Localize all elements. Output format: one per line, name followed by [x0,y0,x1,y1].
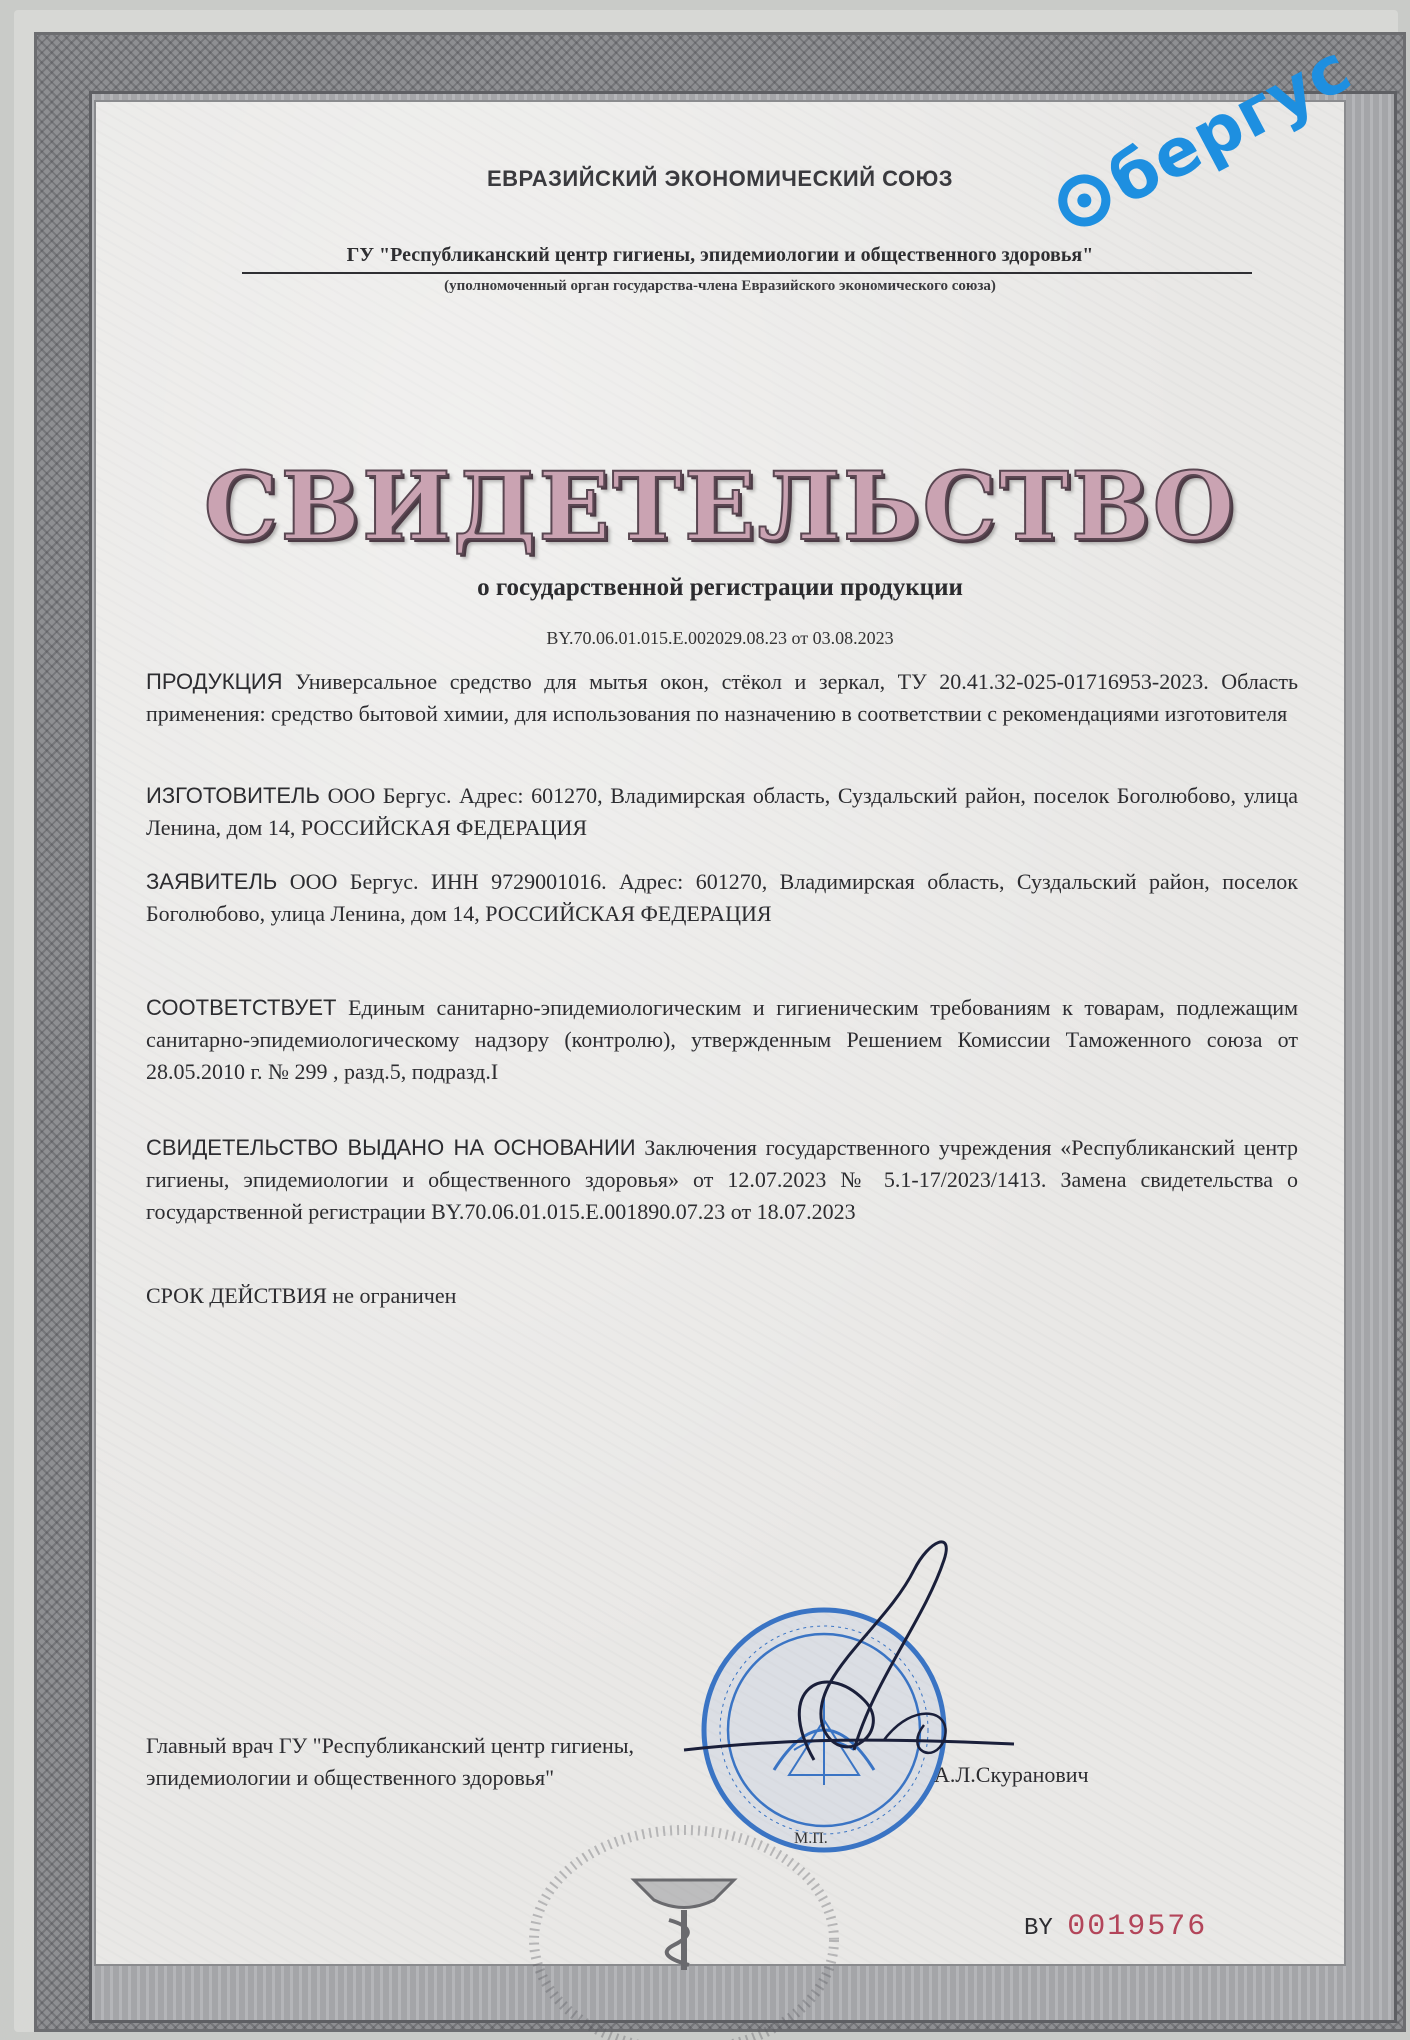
section-manufacturer [146,780,1298,844]
section-text: ООО Бергус. ИНН 9729001016. Адрес: 601270, Владимирская область, Суздальский район, поселок Боголюбово, улица Ленина, дом 14, РОССИЙСКАЯ ФЕДЕРАЦИЯ [146,869,1298,926]
certificate-subtitle: о государственной регистрации продукции [477,574,963,601]
section-product [146,666,1298,730]
section-complies [146,992,1298,1088]
document-sheet [14,10,1398,2032]
registration-number: BY.70.06.01.015.E.002029.08.23 от 03.08.2023 [546,628,894,648]
union-heading: ЕВРАЗИЙСКИЙ ЭКОНОМИЧЕСКИЙ СОЮЗ [486,166,954,191]
signature-icon [654,1510,1074,1790]
signer-position: Главный врач ГУ "Республиканский центр гигиены, эпидемиологии и общественного здоровья" [146,1733,635,1790]
section-validity [146,1280,1298,1312]
organization-note: (уполномоченный орган государства-члена Евразийского экономического союза) [444,278,996,294]
section-applicant [146,866,1298,930]
certificate-title: СВИДЕТЕЛЬСТВО [203,452,1237,562]
section-text: не ограничен [332,1283,457,1308]
section-basis [146,1132,1298,1228]
serial-digits: 0019576 [1067,1910,1208,1944]
section-label: ПРОДУКЦИЯ [146,669,283,694]
brand-name: бергус [1096,29,1364,220]
section-text: Заключения государственного учреждения «Республиканский центр гигиены, эпидемиологии и общественного здоровья» от 12.07.2023 № 5.1-17/2023/1413. Замена свидетельства о государственной регистрации BY.70.06.01.015.E.001890.07.23 от 18.07.2023 [146,1135,1299,1224]
section-text: Единым санитарно-эпидемиологическим и гигиеническим требованиям к товарам, подлежащим санитарно-эпидемиологическому надзору (контролю), утвержденным Решением Комиссии Таможенного союза от 28.05.2010 г. № 299 , разд.5, подразд.I [146,995,1298,1084]
section-label: СРОК ДЕЙСТВИЯ [146,1283,327,1308]
section-text: ООО Бергус. Адрес: 601270, Владимирская область, Суздальский район, поселок Боголюбово, улица Ленина, дом 14, РОССИЙСКАЯ ФЕДЕРАЦИЯ [146,783,1299,840]
stamp-label: М.П. [794,1830,828,1847]
section-label: ИЗГОТОВИТЕЛЬ [146,783,320,808]
issuing-organization: ГУ "Республиканский центр гигиены, эпидемиологии и общественного здоровья" [346,244,1094,266]
section-label: ЗАЯВИТЕЛЬ [146,869,278,894]
certificate-paper [94,29,1364,1966]
section-text: Универсальное средство для мытья окон, стёкол и зеркал, ТУ 20.41.32-025-01716953-2023. Область применения: средство бытовой химии, для использования по назначению в соответствии с рекомендациями изготовителя [146,669,1298,726]
serial-prefix: BY [1024,1915,1053,1942]
section-label: СООТВЕТСТВУЕТ [146,995,337,1020]
serial-number [1024,1910,1207,1944]
section-label: СВИДЕТЕЛЬСТВО ВЫДАНО НА ОСНОВАНИИ [146,1135,636,1160]
signer-name: А.Л.Скуранович [934,1762,1089,1787]
